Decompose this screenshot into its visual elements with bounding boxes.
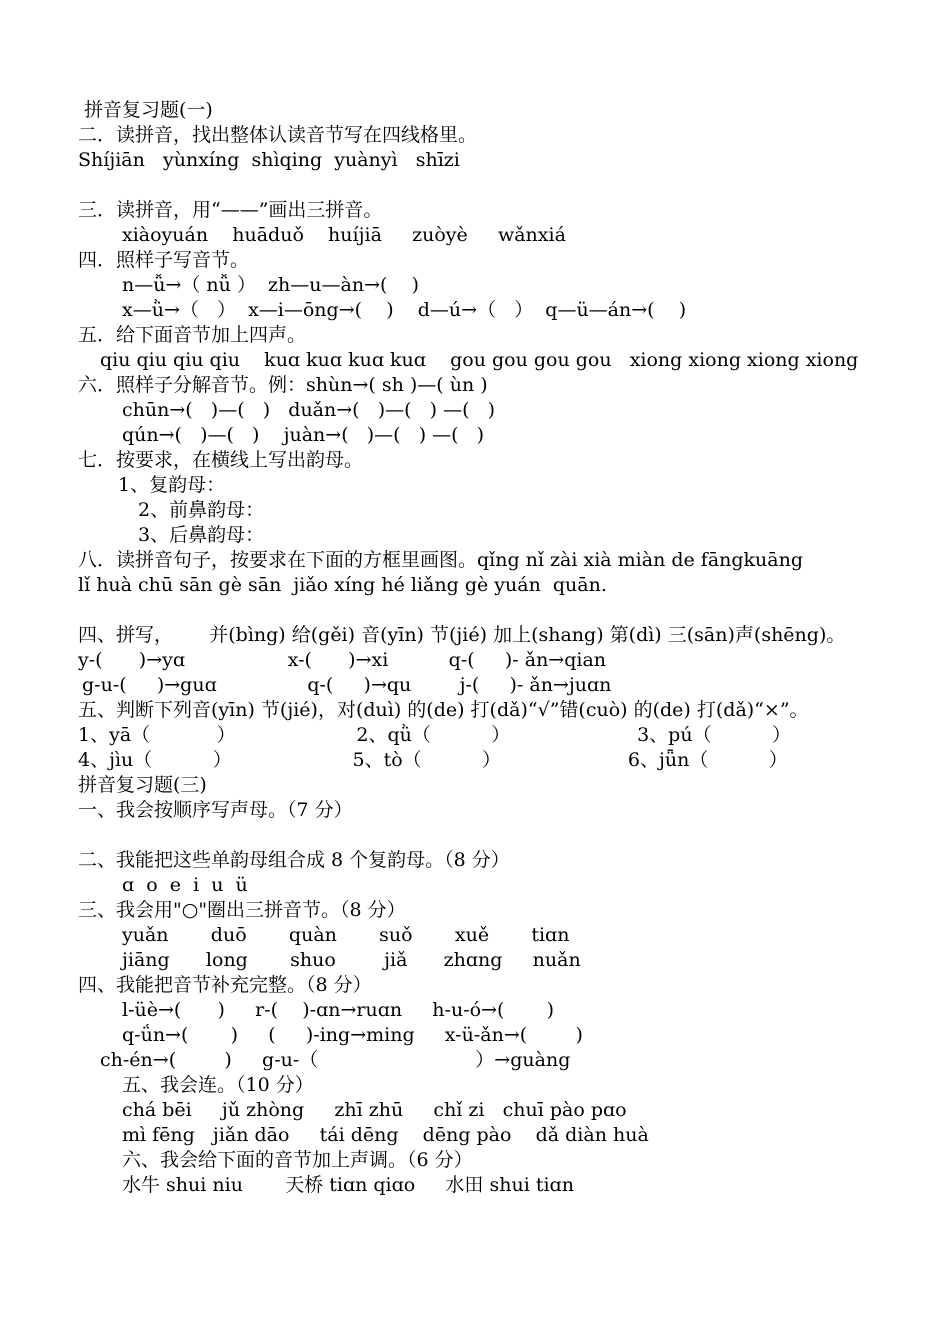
worksheet-line: x—ǜ→（ ） x—i—ōng→( ) d—ú→（ ） q—ü—án→( ) — [122, 299, 687, 321]
worksheet-line: 四、拼写， 并(bìng) 给(gěi) 音(yīn) 节(jié) 加上(shang) 第(dì) 三(sān)声(shēng)。 — [78, 624, 846, 646]
worksheet-line: ch-én→( ) g-u-（ ）→guàng — [100, 1049, 571, 1071]
worksheet-line: 拼音复习题(一) — [84, 99, 213, 121]
worksheet-line: Shíjiān yùnxíng shìqing yuànyì shīzi — [78, 149, 460, 171]
worksheet-line: 五．给下面音节加上四声。 — [78, 324, 307, 346]
worksheet-line: 四．照样子写音节。 — [78, 249, 250, 271]
worksheet-line: 七．按要求，在横线上写出韵母。 — [78, 449, 364, 471]
worksheet-line: qún→( )—( ) juàn→( )—( ) —( ) — [122, 424, 485, 446]
worksheet-line: 1、复韵母： — [118, 474, 226, 496]
worksheet-line: xiàoyuán huāduǒ huíjiā zuòyè wǎnxiá — [122, 224, 566, 246]
worksheet-line: jiāng long shuo jiǎ zhɑng nuǎn — [122, 949, 581, 971]
worksheet-line: mì fēng jiǎn dāo tái dēng dēng pào dǎ diàn huà — [122, 1124, 649, 1146]
worksheet-line: 3、后鼻韵母： — [138, 524, 265, 546]
worksheet-line: 三．读拼音，用“——”画出三拼音。 — [78, 199, 383, 221]
worksheet-line: g-u-( )→guɑ q-( )→qu j-( )- ǎn→juɑn — [82, 674, 612, 696]
worksheet-line: l-üè→( ) r-( )-ɑn→ruɑn h-u-ó→( ) — [122, 999, 555, 1021]
worksheet-line: chá bēi jǔ zhòng zhī zhū chǐ zi chuī pào pɑo — [122, 1099, 627, 1121]
worksheet-line: 六、我会给下面的音节加上声调。（6 分） — [122, 1149, 473, 1171]
worksheet-line: ɑ o e i u ü — [122, 874, 248, 896]
worksheet-line: lǐ huà chū sān gè sān jiǎo xíng hé liǎng gè yuán quān. — [78, 574, 607, 596]
worksheet-line: 五、我会连。（10 分） — [122, 1074, 314, 1096]
worksheet-line: 拼音复习题(三) — [78, 774, 207, 796]
worksheet-line: qiu qiu qiu qiu kuɑ kuɑ kuɑ kuɑ gou gou gou gou xiong xiong xiong xiong — [100, 349, 859, 371]
worksheet-line: 4、jìu（ ） 5、tò（ ） 6、jǖn（ ） — [78, 749, 788, 771]
worksheet-line: 四、我能把音节补充完整。（8 分） — [78, 974, 372, 996]
worksheet-line: 八．读拼音句子，按要求在下面的方框里画图。qǐng nǐ zài xià miàn de fāngkuāng — [78, 549, 804, 571]
worksheet-line: 水牛 shui niu 天桥 tiɑn qiɑo 水田 shui tiɑn — [122, 1174, 574, 1196]
worksheet-line: 1、yā（ ） 2、qǜ（ ） 3、pú（ ） — [78, 724, 791, 746]
worksheet-line: yuǎn duō quàn suǒ xuě tiɑn — [122, 924, 570, 946]
worksheet-line: q-ǘn→( ) ( )-ing→ming x-ü-ǎn→( ) — [122, 1024, 583, 1046]
worksheet-line: 三、我会用"○"圈出三拼音节。（8 分） — [78, 899, 406, 921]
worksheet-line: y-( )→yɑ x-( )→xi q-( )- ǎn→qian — [78, 649, 607, 671]
worksheet-line: 五、判断下列音(yīn) 节(jié)，对(duì) 的(de) 打(dǎ)“√”错(cuò) 的(de) 打(dǎ)“×”。 — [78, 699, 809, 721]
worksheet-line: n—ǚ→（ nǚ ） zh—u—àn→( ) — [122, 274, 419, 296]
worksheet-line: 一、我会按顺序写声母。（7 分） — [78, 799, 353, 821]
worksheet-line: 2、前鼻韵母： — [138, 499, 265, 521]
worksheet-line: 二．读拼音，找出整体认读音节写在四线格里。 — [78, 124, 478, 146]
worksheet-line: 六．照样子分解音节。例：shùn→( sh )—( ùn ) — [78, 374, 488, 396]
worksheet-line: 二、我能把这些单韵母组合成 8 个复韵母。（8 分） — [78, 849, 510, 871]
worksheet-line: chūn→( )—( ) duǎn→( )—( ) —( ) — [122, 399, 496, 421]
